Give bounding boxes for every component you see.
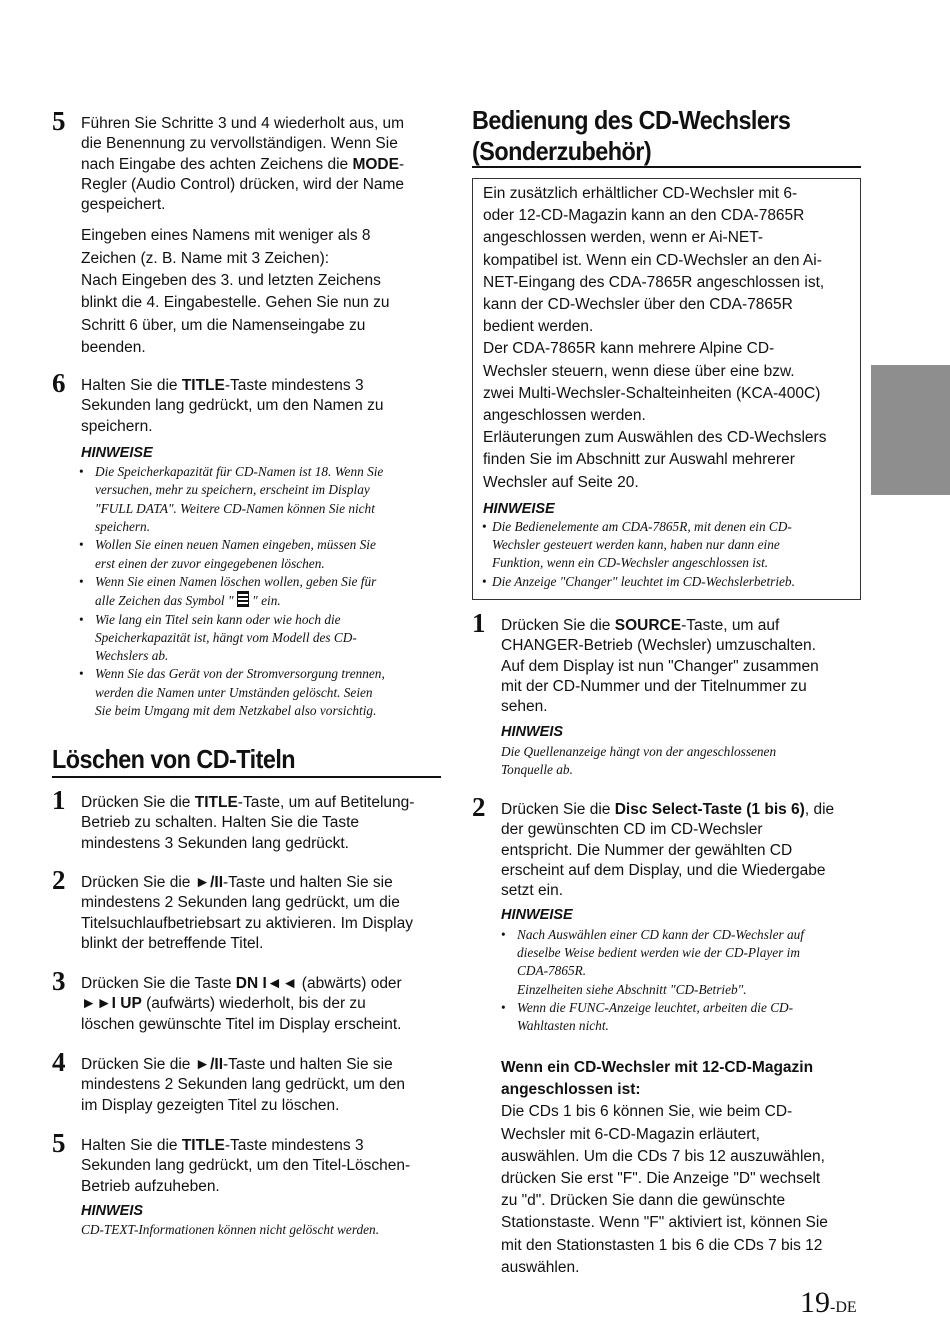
notes-heading: HINWEISE xyxy=(501,907,573,924)
note-item: • Die Bedienelemente am CDA-7865R, mit denen ein CD- Wechsler gesteuert werden kann, haben nur dann eine Funktion, wenn ein CD-Wechsler angeschlossen ist. xyxy=(482,518,855,573)
step-text: Halten Sie die TITLE-Taste mindestens 3 Sekunden lang gedrückt, um den Namen zu speichern. HINWEISE • Die Speicherkapazität für CD-Namen ist 18. Wenn Sie versuchen, mehr zu speichern, erscheint im Display "FULL DATA". Weitere CD-Namen können Sie nicht speichern. • Wollen Sie einen neuen Namen eingeben, müssen Sie erst einen der zuvor eingegebenen löschen. • Wenn Sie einen Namen löschen wollen, geben Sie für alle Zeichen das Symbol " " ein. • Wie lang ein Titel sein kann oder wie hoch die Speicherkapazität ist, hängt vom Modell des CD- Wechslers ab. • Wenn Sie das Gerät von der Stromversorgung trennen, werden die Namen unter Umständen gelöscht. Seien Sie beim Umgang mit dem Netzkabel also vorsichtig. xyxy=(81,376,451,720)
step-text: Halten Sie die TITLE-Taste mindestens 3 Sekunden lang gedrückt, um den Titel-Löschen- Betrieb aufzuheben. HINWEIS CD-TEXT-Informationen können nicht gelöscht werden. xyxy=(81,1136,451,1239)
step-text: Drücken Sie die TITLE-Taste, um auf Betitelung- Betrieb zu schalten. Halten Sie die Taste mindestens 3 Sekunden lang gedrückt. xyxy=(81,794,415,852)
note-text: Die Quellenanzeige hängt von der angeschlossenen Tonquelle ab. xyxy=(501,743,777,778)
all-segments-symbol-icon xyxy=(237,591,249,607)
step-number: 5 xyxy=(52,1128,66,1158)
step-text: Drücken Sie die ►/II-Taste und halten Sie sie mindestens 2 Sekunden lang gedrückt, um den im Display gezeigten Titel zu löschen. xyxy=(81,1056,405,1114)
info-box xyxy=(472,178,861,600)
step-number: 5 xyxy=(52,106,66,136)
section-rule xyxy=(52,776,441,778)
twelve-disc-magazine-section xyxy=(501,1057,863,1279)
note-text: CD-TEXT-Informationen können nicht gelöscht werden. xyxy=(81,1222,380,1238)
step-number: 2 xyxy=(472,792,486,822)
step-text: Drücken Sie die ►/II-Taste und halten Sie sie mindestens 2 Sekunden lang gedrückt, um die Titelsuchlaufbetriebsart zu aktivieren. Im Display blinkt der betreffende Titel. xyxy=(81,874,413,952)
subsection-title: Wenn ein CD-Wechsler mit 12-CD-Magazin angeschlossen ist: xyxy=(501,1059,814,1099)
note-item: • Nach Auswählen einer CD kann der CD-Wechsler auf dieselbe Weise bedient werden wie der CD-Player im CDA-7865R. Einzelheiten siehe Abschnitt "CD-Betrieb". xyxy=(501,926,863,999)
step-number: 4 xyxy=(52,1047,66,1077)
note-item: • Wenn die FUNC-Anzeige leuchtet, arbeiten die CD- Wahltasten nicht. xyxy=(501,999,863,1036)
notes-list xyxy=(482,518,855,591)
note-item: • Wollen Sie einen neuen Namen eingeben, müssen Sie erst einen der zuvor eingegebenen löschen. xyxy=(79,536,439,573)
step-text: Führen Sie Schritte 3 und 4 wiederholt aus, um die Benennung zu vervollständigen. Wenn Sie nach Eingabe des achten Zeichens die MODE- Regler (Audio Control) drücken, wird der Name gespeichert. Eingeben eines Namens mit weniger als 8 Zeichen (z. B. Name mit 3 Zeichen): Nach Eingeben des 3. und letzten Zeichens blinkt die 4. Eingabestelle. Gehen Sie nun zu Schritt 6 über, um die Namenseingabe zu beenden. xyxy=(81,114,451,359)
short-name-paragraph: Eingeben eines Namens mit weniger als 8 Zeichen (z. B. Name mit 3 Zeichen): Nach Eingeben des 3. und letzten Zeichens blinkt die 4. Eingabestelle. Gehen Sie nun zu Schritt 6 über, um die Namenseingabe zu beenden. xyxy=(81,227,390,356)
step-number: 1 xyxy=(472,608,486,638)
step-number: 1 xyxy=(52,785,66,815)
note-item: • Wenn Sie einen Namen löschen wollen, geben Sie für alle Zeichen das Symbol " " ein. xyxy=(79,573,439,611)
notes-heading: HINWEISE xyxy=(483,500,555,517)
note-item: • Wie lang ein Titel sein kann oder wie hoch die Speicherkapazität ist, hängt vom Modell des CD- Wechslers ab. xyxy=(79,611,439,666)
page-number: 19-DE xyxy=(800,1286,857,1319)
step-number: 3 xyxy=(52,966,66,996)
notes-heading: HINWEIS xyxy=(501,724,564,741)
notes-list xyxy=(79,463,439,720)
info-box-text: Ein zusätzlich erhältlicher CD-Wechsler mit 6- oder 12-CD-Magazin kann an den CDA-7865R angeschlossen werden, wenn er Ai-NET- kompatibel ist. Wenn ein CD-Wechsler an den Ai- NET-Eingang des CDA-7865R angeschlossen ist, kann der CD-Wechsler über den CDA-7865R bedient werden. Der CDA-7865R kann mehrere Alpine CD- Wechsler steuern, wenn diese über eine bzw. zwei Multi-Wechsler-Schalteinheiten (KCA-400C) angeschlossen werden. Erläuterungen zum Auswählen des CD-Wechslers finden Sie im Abschnitt zur Auswahl mehrerer Wechsler auf Seite 20. HINWEISE • Die Bedienelemente am CDA-7865R, mit denen ein CD- Wechsler gesteuert werden kann, haben nur dann eine Funktion, wenn ein CD-Wechsler angeschlossen ist. • Die Anzeige "Changer" leuchtet im CD-Wechslerbetrieb. xyxy=(483,183,855,591)
step-number: 2 xyxy=(52,865,66,895)
step-text: Drücken Sie die SOURCE-Taste, um auf CHANGER-Betrieb (Wechsler) umzuschalten. Auf dem Display ist nun "Changer" zusammen mit der CD-Nummer und der Titelnummer zu sehen. HINWEIS Die Quellenanzeige hängt von der angeschlossenen Tonquelle ab. xyxy=(501,616,863,779)
section-heading-cd-changer: Bedienung des CD-Wechslers (Sonderzubehör) xyxy=(472,105,791,166)
note-item: • Die Speicherkapazität für CD-Namen ist 18. Wenn Sie versuchen, mehr zu speichern, erscheint im Display "FULL DATA". Weitere CD-Namen können Sie nicht speichern. xyxy=(79,463,439,536)
step-number: 6 xyxy=(52,368,66,398)
notes-list xyxy=(501,926,863,1036)
subsection-text: Die CDs 1 bis 6 können Sie, wie beim CD- Wechsler mit 6-CD-Magazin erläutert, auswählen. Um die CDs 7 bis 12 auszuwählen, drücken Sie erst "F". Die Anzeige "D" wechselt zu "d". Drücken Sie dann die gewünschte Stationstaste. Wenn "F" aktiviert ist, können Sie mit den Stationstasten 1 bis 6 die CDs 7 bis 12 auswählen. xyxy=(501,1103,828,1276)
section-heading-delete-titles: Löschen von CD-Titeln xyxy=(52,744,296,774)
notes-heading: HINWEISE xyxy=(81,444,153,461)
step-text: Drücken Sie die Taste DN I◄◄ (abwärts) oder ►►I UP (aufwärts) wiederholt, bis der zu löschen gewünschte Titel im Display erscheint. xyxy=(81,975,402,1033)
chapter-tab xyxy=(871,365,950,495)
note-item: • Wenn Sie das Gerät von der Stromversorgung trennen, werden die Namen unter Umständen gelöscht. Seien Sie beim Umgang mit dem Netzkabel also vorsichtig. xyxy=(79,665,439,720)
section-rule xyxy=(472,166,861,168)
note-item: • Die Anzeige "Changer" leuchtet im CD-Wechslerbetrieb. xyxy=(482,573,855,591)
notes-heading: HINWEIS xyxy=(81,1202,144,1219)
step-text: Drücken Sie die Disc Select-Taste (1 bis 6), die der gewünschten CD im CD-Wechsler entspricht. Die Nummer der gewählten CD erscheint auf dem Display, und die Wiedergabe setzt ein. HINWEISE • Nach Auswählen einer CD kann der CD-Wechsler auf dieselbe Weise bedient werden wie der CD-Player im CDA-7865R. Einzelheiten siehe Abschnitt "CD-Betrieb". • Wenn die FUNC-Anzeige leuchtet, arbeiten die CD- Wahltasten nicht. xyxy=(501,800,863,1036)
